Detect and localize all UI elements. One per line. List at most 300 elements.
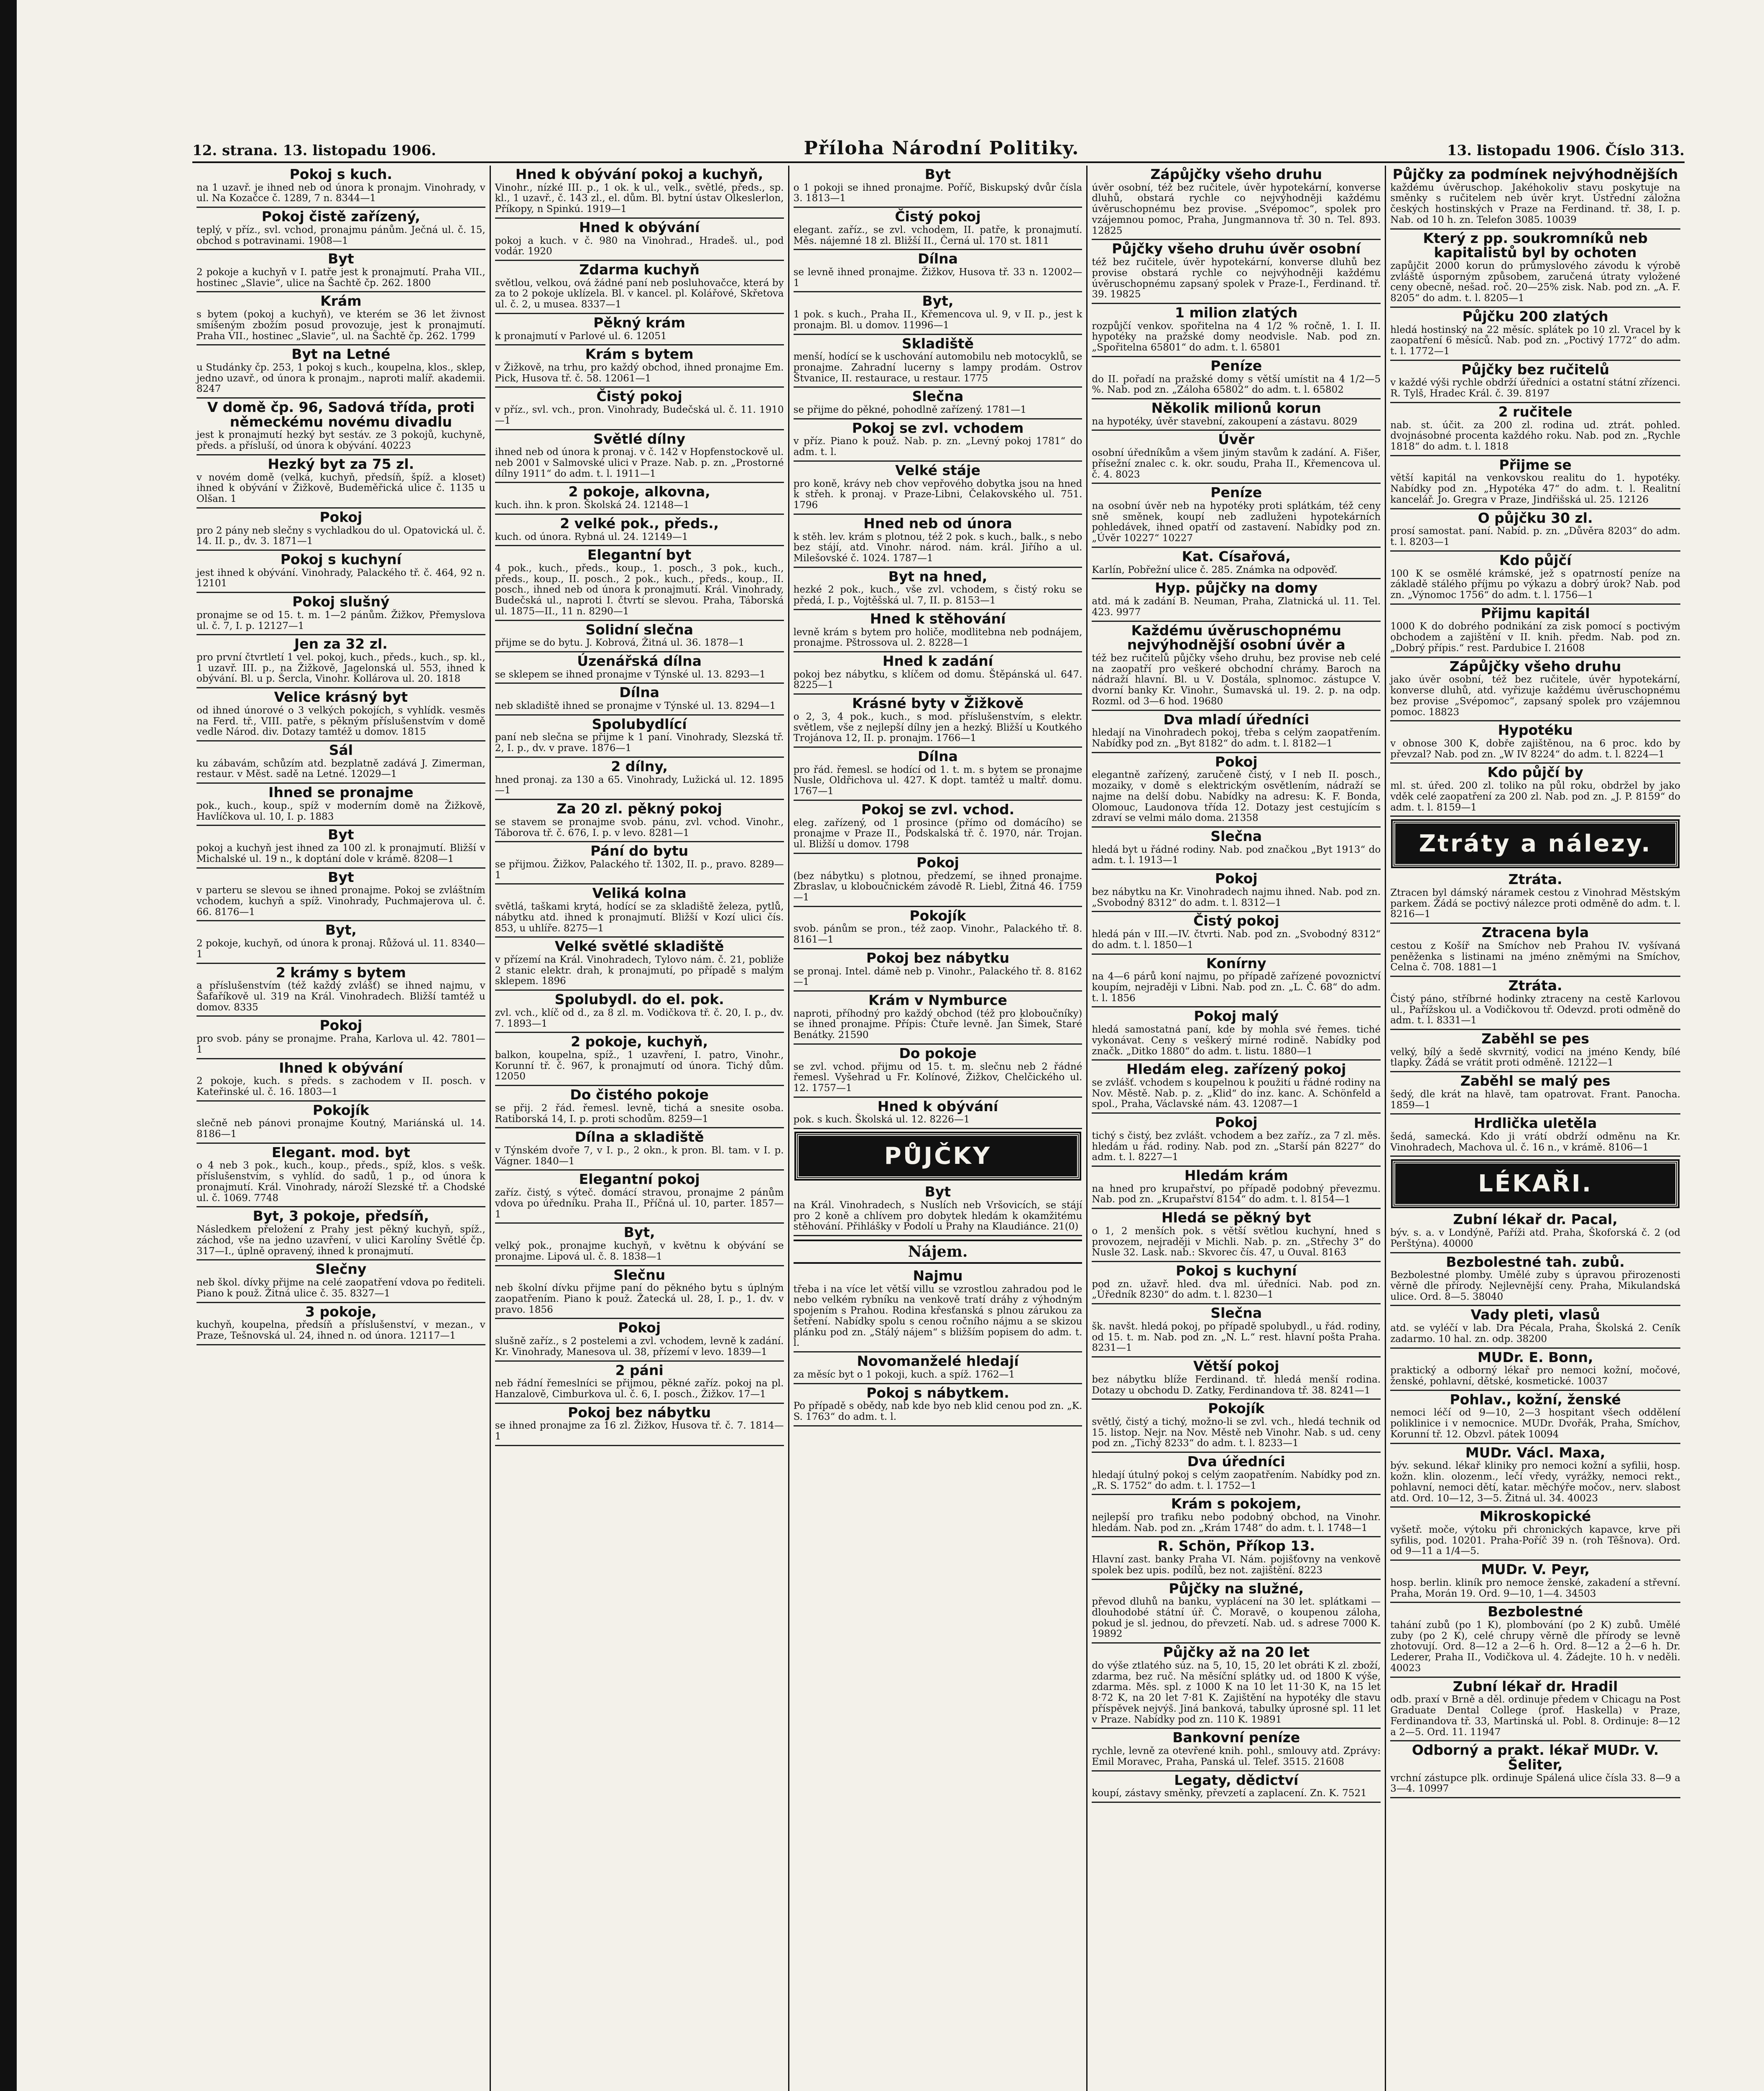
classified-ad	[794, 1384, 1082, 1426]
ad-text: o 1 pokoji se ihned pronajme. Poříč, Biskupský dvůr čísla 3. 1813—1	[793, 182, 1082, 204]
ad-title: Konírny	[1206, 955, 1266, 971]
ad-title: Půjčky až na 20 let	[1163, 1644, 1310, 1661]
ad-title: 3 pokoje,	[305, 1303, 377, 1320]
ad-title: Světlé dílny	[593, 430, 686, 447]
ad-title: Čistý pokoj	[596, 388, 682, 405]
ad-text: v přízemí na Král. Vinohradech, Tylovo nám. č. 21, pobliže 2 stanic elektr. drah, k pronajmutí, po případě s malým sklepem. 1896	[495, 954, 784, 987]
ad-title: Každému úvěruschopnému nejvýhodnější osobní úvěr a	[1127, 622, 1345, 653]
classified-ad	[794, 801, 1082, 854]
ad-text: atd. má k zadání B. Neuman, Praha, Zlatnická ul. 11. Tel. 423. 9977	[1092, 596, 1381, 618]
classified-ad	[794, 462, 1082, 515]
ad-text: v novém domě (velká, kuchyň, předsíň, špíž. a kloset) ihned k obývání v Žižkově, Budeměřická ulice č. 1135 u Olšan. 1	[197, 472, 485, 505]
ad-text: hezké 2 pok., kuch., vše zvl. vchodem, s čistý roku se předá, I. p., Vojtěšská ul. 7, II. p. 8153—1	[793, 584, 1082, 606]
ad-title: Kdo půjčí by	[1487, 764, 1583, 781]
classified-ad	[197, 399, 485, 455]
ad-title: Elegantní pokoj	[579, 1171, 700, 1188]
classified-ad	[794, 292, 1082, 335]
ad-title: Zubní lékař dr. Pacal,	[1453, 1211, 1618, 1228]
ad-text: (bez nábytku) s plotnou, předzemí, se ihned pronajme. Zbraslav, u kloboučnickém závodě R. Liebl, Žitná 46. 1759—1	[793, 870, 1082, 903]
ad-text: úvěr osobní, též bez ručitele, úvěr hypotekární, konverse dluhů, obstará rychle co nejvýhodněji každému úvěruschopnému bez provise. „Svépomoc“, spolek pro vzájemnou pomoc, Praha, Jungmannova tř. 30 n. Tel. 893. 12825	[1092, 182, 1381, 236]
ad-text: hledá pán v III.—IV. čtvrti. Nab. pod zn. „Svobodný 8312“ do adm. t. l. 1850—1	[1092, 929, 1381, 951]
ad-text: hosp. berlin. kliník pro nemoce ženské, zakadení a střevní. Praha, Morán 19. Ord. 9—10, 1—4. 34503	[1390, 1577, 1680, 1599]
ad-title: Pokoj slušný	[292, 593, 390, 610]
classified-ad	[794, 854, 1082, 907]
section-title: Nájem.	[794, 1240, 1082, 1264]
classified-ad	[1092, 240, 1381, 304]
ad-title: Půjčky za podmínek nejvýhodnějších	[1392, 166, 1678, 182]
ad-title: Pokojík	[909, 907, 966, 924]
column-1	[192, 166, 491, 2091]
ad-text: u Studánky čp. 253, 1 pokoj s kuch., koupelna, klos., sklep, jedno uzavř., od února k pronajm., naproti malíř. akademii. 8247	[197, 362, 485, 395]
ad-text: rozpůjčí venkov. spořitelna na 4 1/2 % ročně, 1. I. II. hypotéky na pražské domy neodvisle. Nab. pod zn. „Spořitelna 65801“ do adm. t. l. 65801	[1092, 320, 1381, 353]
classified-ad	[1092, 955, 1381, 1008]
ad-text: bez nábytku na Kr. Vinohradech najmu ihned. Nab. pod zn. „Svobodný 8312“ do adm. t. l. 8312—1	[1092, 886, 1381, 908]
classified-ad	[794, 1098, 1082, 1129]
classified-ad	[197, 455, 485, 509]
ad-text: šedý, dle krát na hlavě, tam opatrovat. Frant. Panocha. 1859—1	[1390, 1089, 1680, 1111]
classified-ad	[1390, 977, 1680, 1030]
ad-text: 4 pok., kuch., předs., koup., 1. posch., 3 pok., kuch., předs., koup., II. posch., 2 pok., kuch., předs., koup., II. posch., ihned neb od února k pronajmutí. Král. Vinohrady, Budečská ul., naproti I. čtvrtí se slevou. Praha, Táborská ul. 1875—II., 11 n. 8290—1	[495, 562, 784, 617]
ad-title: Bezbolestné	[1488, 1603, 1583, 1620]
ad-text: odb. praxí v Brně a děl. ordinuje předem v Chicagu na Post Graduate Dental College (prof. Haskella) v Praze, Ferdinandova tř. 33, Martinská ul. Pobl. 8. Ordinuje: 8—12 a 2—5. Ord. 11. 11947	[1390, 1694, 1680, 1738]
classified-ad	[1092, 484, 1381, 548]
ad-title: Dílna	[918, 748, 958, 765]
ad-title: Pokoj se zvl. vchod.	[861, 801, 1015, 818]
ad-title: Pokoj bez nábytku	[568, 1404, 711, 1421]
ad-title: Odborný a prakt. lékař MUDr. V. Šeliter,	[1412, 1742, 1659, 1773]
ad-title: Pokoj	[1215, 870, 1258, 887]
classified-ad	[495, 219, 784, 261]
classified-ad	[1390, 166, 1680, 230]
classified-ad	[1092, 622, 1381, 711]
ad-text: neb škol. dívky přijme na celé zaopatření vdova po řediteli. Piano k použ. Žitná ulice č. 35. 8327—1	[197, 1277, 485, 1299]
ad-text: hledá samostatná paní, kde by mohla své řemes. tiché vykonávat. Ceny s veškerý mírné rodině. Nabídky pod značk. „Ditko 1880“ do adm. t. listu. 1880—1	[1092, 1024, 1381, 1057]
classified-ad	[495, 1033, 784, 1086]
classified-ad	[197, 635, 485, 688]
classified-ad	[794, 1267, 1082, 1352]
ad-title: Bezbolestné tah. zubů.	[1446, 1253, 1625, 1270]
classified-ad	[495, 1224, 784, 1266]
ad-text: pro první čtvrtletí 1 vel. pokoj, kuch., předs., kuch., sp. kl., 1 uzavř. III. p., na Žižkově, Jagelonská ul. 553, ihned k obývání. Bl. u p. Šercla, Vinohr. Kollárova ul. 20. 1818	[197, 652, 485, 685]
header-right: 13. listopadu 1906. Číslo 313.	[1447, 142, 1685, 159]
classified-ad	[197, 292, 485, 345]
classified-ad	[1390, 1603, 1680, 1677]
classified-ad	[1092, 1167, 1381, 1209]
ad-title: Hned k zadání	[882, 653, 993, 670]
classified-ad	[495, 1128, 784, 1171]
classified-ad	[495, 800, 784, 842]
ad-text: přijme se do bytu. J. Kobrová, Žitná ul. 36. 1878—1	[495, 637, 745, 649]
ad-text: 1000 K do dobrého podnikání za zisk pomocí s poctivým obchodem a zajištění v II. knih. předm. Nab. pod zn. „Dobrý přípis.“ rest. Pardubice I. 21608	[1390, 621, 1680, 654]
classified-ad	[197, 741, 485, 784]
ad-title: Spolubydl. do el. pok.	[554, 991, 724, 1008]
classified-ad	[495, 1086, 784, 1128]
ad-text: elegantně zařízený, zaručeně čistý, v I neb II. posch., mozaiky, v domě s elektrickým osvětlením, nádraží se najme na delší dobu. Nabídky na adresu: K. F. Bonda, Olomouc, Laudonova třída 12. Dotazy jest cestujícím s zdraví se velmi málo doma. 21358	[1092, 769, 1381, 824]
ad-text: větší kapitál na venkovskou realitu do 1. hypotéky. Nabídky pod zn. „Hypotéka 47“ do adm. t. l. Realitní kancelář. Jo. Gregra v Praze, Jindřišská ul. 25. 12126	[1390, 473, 1680, 505]
ad-text: se přij. 2 řád. řemesl. levně, tichá a snesite osoba. Ratiborská 14, I. p. proti schodům. 8259—1	[495, 1102, 784, 1125]
ad-text: na hypotéky, úvěr stavební, zakoupení a zástavu. 8029	[1092, 416, 1358, 427]
ad-text: 2 pokoje, kuchyň, od února k pronaj. Růžová ul. 11. 8340—1	[197, 938, 485, 960]
ad-title: Hned k stěhování	[870, 610, 1006, 627]
classified-ad	[794, 949, 1082, 992]
classified-ad	[495, 515, 784, 546]
ad-title: Pokoj čistě zařízený,	[261, 208, 420, 225]
classified-ad	[794, 1352, 1082, 1384]
ad-text: hledá byt u řádné rodiny. Nab. pod značkou „Byt 1913“ do adm. t. l. 1913—1	[1092, 844, 1381, 866]
ad-text: hledají útulný pokoj s celým zaopatřením. Nabídky pod zn. „R. S. 1752“ do adm. t. l. 1752—1	[1092, 1469, 1381, 1491]
classified-ad	[1092, 166, 1381, 240]
ad-text: se zvlášť. vchodem s koupelnou k použití u řádné rodiny na Nov. Městě. Nab. p. z. „Klid“ do inz. kanc. A. Schönfeld a spol., Praha, Václavské nám. 43. 12087—1	[1092, 1077, 1381, 1110]
ad-text: v obnose 300 K, dobře zajištěnou, na 6 proc. kdo by převzal? Nab. pod zn. „W IV 8224“ do adm. t. l. 8224—1	[1390, 738, 1680, 760]
ad-title: MUDr. Václ. Maxa,	[1465, 1444, 1606, 1461]
column-2	[491, 166, 789, 2091]
ad-text: neb řádní řemeslníci se přijmou, pěkné zaříz. pokoj na pl. Hanzalově, Cimburkova ul. č. 6, I. posch., Žižkov. 17—1	[495, 1378, 784, 1400]
classified-ad	[495, 1171, 784, 1224]
classified-ad	[794, 1183, 1082, 1236]
classified-ad	[495, 388, 784, 430]
ad-text: o 2, 3, 4 pok., kuch., s mod. příslušenstvím, s elektr. světlem, vše z nejlepší dílny jen a hezký. Bližší u Koutkého Trojánova 12, II. p. pronajm. 1766—1	[793, 711, 1082, 744]
ad-text: se přijmou. Žižkov, Palackého tř. 1302, II. p., pravo. 8289—1	[495, 859, 784, 881]
classified-ad	[1390, 658, 1680, 722]
classified-ad	[1390, 1678, 1680, 1742]
ad-text: do II. pořadí na pražské domy s větší umístit na 4 1/2—5 %. Nab. pod zn. „Záloha 65802“ do adm. t. l. 65802	[1092, 373, 1381, 396]
ad-title: Veliká kolna	[592, 885, 687, 902]
ad-title: Byt na Letné	[291, 346, 391, 363]
ad-text: 100 K se osmělé krámské, jež s opatrností peníze na základě stálého příjmu po výkazu a dobrý úrok? Nab. pod zn. „Výnomoc 1756“ do adm. t. l. 1756—1	[1390, 568, 1680, 601]
ad-text: ku zábavám, schůzím atd. bezplatně zadává J. Zimerman, restaur. v Měst. sadě na Letné. 12029—1	[197, 758, 485, 780]
classified-ad	[1390, 1072, 1680, 1115]
classified-ad	[1390, 1030, 1680, 1072]
ad-title: Byt	[328, 251, 354, 267]
ad-text: tahání zubů (po 1 K), plombování (po 2 K) zubů. Umělé zuby (po 2 K), celé chrupy věrně dle přírody se levně zhotovují. Ord. 8—12 a 2—6 h. Ord. 8—12 a 2—6 h. Dr. Lederer, Praha II., Vodičkova ul. 4. Žádejte. 10 h. v neděli. 40023	[1390, 1619, 1680, 1674]
ad-title: Ztráta.	[1508, 977, 1562, 994]
classified-ad	[1092, 753, 1381, 828]
classified-ad	[1390, 361, 1680, 403]
classified-ad	[197, 688, 485, 741]
ad-text: atd. se vyléčí v lab. Dra Pécala, Praha, Školská 2. Ceník zadarmo. 10 hal. zn. odp. 38200	[1390, 1323, 1680, 1345]
classified-ad	[1390, 924, 1680, 977]
ad-title: Půjčky na služné,	[1169, 1580, 1304, 1597]
classified-ad	[1092, 1357, 1381, 1400]
ad-title: Přijme se	[1499, 456, 1572, 473]
ad-title: 2 páni	[615, 1362, 664, 1378]
ad-text: menší, hodící se k uschování automobilu neb motocyklů, se pronajme. Zahradní lucerny s lampy prodám. Ostrov Štvanice, II. restaurace, u restaur. 1775	[793, 351, 1082, 384]
ad-title: Byt,	[922, 293, 954, 309]
ad-title: 1 milion zlatých	[1175, 304, 1298, 321]
ad-text: 2 pokoje, kuch. s předs. s zachodem v II. posch. v Kateřinské ul. č. 16. 1803—1	[197, 1076, 485, 1097]
classified-ad	[794, 610, 1082, 652]
ad-title: Půjčky bez ručitelů	[1461, 361, 1609, 378]
ad-text: Po případě s obědy, nab kde byo neb klid cenou pod zn. „K. S. 1763“ do adm. t. l.	[793, 1401, 1082, 1423]
ad-text: eleg. zařízený, od 1 prosince (přímo od domácího) se pronajme v Praze II., Podskalská tř. č. 1970, nár. Trojan. ul. Bližší u domov. 1798	[793, 817, 1082, 850]
ad-title: Slečna	[1210, 1305, 1262, 1322]
ad-title: Ihned se pronajme	[268, 784, 414, 801]
classified-ad	[1390, 552, 1680, 605]
ad-title: Hned k obývání pokoj a kuchyň,	[515, 166, 763, 182]
ad-title: Zubní lékař dr. Hradil	[1453, 1678, 1618, 1695]
classified-ad	[1390, 1508, 1680, 1561]
ad-text: slušně zaříz., s 2 postelemi a zvl. vchodem, levně k zadání. Kr. Vinohrady, Manesova ul. 38, přízemí v levo. 1839—1	[495, 1336, 784, 1357]
ad-text: ml. st. úřed. 200 zl. toliko na půl roku, obdržel by jako vděk celé zaopatření za 200 zl. Nab. pod zn. „J. P. 8159“ do adm. t. l. 8159—1	[1390, 780, 1680, 813]
ad-text: za měsíc byt o 1 pokoji, kuch. a spíž. 1762—1	[793, 1369, 1015, 1380]
ad-title: Byt,	[623, 1224, 655, 1241]
loans-banner: PŮJČKY	[796, 1133, 1080, 1179]
ad-title: 2 velké pok., předs.,	[560, 515, 719, 532]
column-3	[789, 166, 1088, 2091]
ad-title: Dva mladí úředníci	[1163, 711, 1310, 728]
ad-text: jest ihned k obývání. Vinohrady, Palackého tř. č. 464, 92 n. 12101	[197, 567, 485, 589]
ad-text: koupí, zástavy směnky, převzetí a zaplacení. Zn. K. 7521	[1092, 1788, 1367, 1799]
ad-text: zvl. vch., klíč od d., za 8 zl. m. Vodičkova tř. č. 20, I. p., dv. 7. 1893—1	[495, 1007, 784, 1029]
ad-title: Hezký byt za 75 zl.	[268, 455, 414, 472]
ad-title: Kat. Císařová,	[1182, 548, 1291, 565]
ad-text: jest k pronajmutí hezký byt sestáv. ze 3 pokojů, kuchyně, předs. a přísluší, od února k obývání. 40223	[197, 429, 485, 452]
ad-title: Skladiště	[901, 335, 974, 352]
ad-title: Pokoj	[319, 509, 363, 525]
ad-title: Čistý pokoj	[895, 208, 981, 225]
classified-ad	[197, 869, 485, 922]
ad-title: Byt	[328, 869, 354, 885]
ad-text: též bez ručitelů půjčky všeho druhu, bez provise neb celé na zaopatří pro veškeré obchodní chrámy. Baroch na nádraží hlavní. Bl. u V. Dostála, splnomoc. zástupce V. dvorní banky Kr. Vinohr., Šumavská ul. 19. 2. p. na odp. Rozml. od 3—6 hod. 19680	[1092, 652, 1381, 707]
ad-text: pok., kuch., koup., spíž v moderním domě na Žižkově, Havlíčkova ul. 10, I. p. 1883	[197, 800, 485, 822]
ad-title: Pokoj s kuchyní	[1176, 1263, 1297, 1279]
ad-text: pokoj a kuch. v č. 980 na Vinohrad., Hradeš. ul., pod vodár. 1920	[495, 235, 784, 257]
classified-ad	[1092, 431, 1381, 484]
ad-title: Velké stáje	[895, 462, 980, 478]
ad-text: v každé výši rychle obdrží úředníci a ostatní státní zřízenci. R. Tylš, Hradec Král. č. 39. 8197	[1390, 377, 1680, 399]
classified-ad	[495, 991, 784, 1033]
doctors-banner: LÉKAŘI.	[1393, 1161, 1678, 1207]
classified-ad	[197, 1207, 485, 1260]
header-title: Příloha Národní Politiky.	[804, 138, 1080, 159]
ad-title: 2 ručitele	[1498, 403, 1573, 420]
ad-title: MUDr. V. Peyr,	[1481, 1561, 1590, 1578]
ad-title: Ztráta.	[1508, 871, 1562, 888]
ad-title: Pokoj	[1215, 1114, 1258, 1131]
classified-ad	[495, 483, 784, 514]
ad-title: Hledá se pěkný byt	[1162, 1209, 1311, 1226]
ad-text: tichý s čistý, bez zvlášt. vchodem a bez zaříz., za 7 zl. měs. hledám u řád. rodiny. Nab. pod zn. „Starší pán 8227“ do adm. t. l. 8227—1	[1092, 1130, 1381, 1163]
classified-ad	[1390, 1561, 1680, 1603]
ad-text: o 1, 2 menších pok. s větší světlou kuchyní, hned s provozem, nejraději v Michli. Nab. p. zn. „Střechy 3“ do Nusle 32. Lask. nab.: Skvorec čís. 47, u Ouval. 8163	[1092, 1225, 1381, 1258]
ad-title: Pokoj se zvl. vchodem	[852, 419, 1024, 436]
ad-text: k pronajmutí v Parlové ul. 6. 12051	[495, 330, 667, 342]
ad-title: Elegantní byt	[587, 547, 692, 563]
ad-title: Byt	[924, 1184, 951, 1200]
classified-ad	[197, 1102, 485, 1144]
classified-ad	[197, 784, 485, 826]
ad-title: Pokoj bez nábytku	[866, 949, 1010, 966]
ad-title: Pohlav., kožní, ženské	[1450, 1391, 1621, 1408]
ad-title: Legaty, dědictví	[1174, 1771, 1299, 1788]
classified-ad	[1390, 308, 1680, 361]
ad-title: Hned k obývání	[579, 219, 700, 235]
ad-title: Pokoj	[916, 854, 959, 871]
classified-ad	[1092, 828, 1381, 870]
ad-text: Vinohr., nízké III. p., 1 ok. k ul., velk., světlé, předs., sp. kl., 1 uzavř., č. 143 zl., el. dům. Bl. bytní ústav Olkeslerlon, Příkopy, n Spinkú. 1919—1	[495, 182, 784, 215]
classified-ad	[197, 826, 485, 868]
classified-ad	[794, 335, 1082, 388]
ad-text: osobní úředníkům a všem jiným stavům k zadání. A. Fišer, přísežní znalec c. k. okr. soudu, Praha II., Křemencova ul. č. 4. 8023	[1092, 447, 1381, 480]
ad-text: nab. st. účit. za 200 zl. rodina ud. ztrát. pohled. dvojnásobné procenta každého roku. Nab. pod zn. „Rychle 1818“ do adm. t. l. 1818	[1390, 419, 1680, 452]
classified-ad	[197, 551, 485, 593]
classified-ad	[794, 568, 1082, 610]
ad-title: Byt na hned,	[888, 568, 988, 585]
classified-ad	[1092, 399, 1381, 431]
ad-text: paní neb slečna se přijme k 1 paní. Vinohrady, Slezská tř. 2, I. p., dv. v prave. 1876—1	[495, 732, 784, 754]
ad-title: Pokojík	[312, 1102, 369, 1118]
ad-text: teplý, v příz., svl. vchod, pronajmu pánům. Ječná ul. č. 15, obchod s potravinami. 1908—1	[197, 224, 485, 246]
ad-title: Dílna	[619, 684, 660, 701]
ad-text: v příz., svl. vch., pron. Vinohrady, Budečská ul. č. 11. 1910—1	[495, 404, 784, 426]
ad-text: pro řád. řemesl. se hodící od 1. t. m. s bytem se pronajme Nusle, Oldřichova ul. 427. K dopt. tamtéž u maltř. domu. 1767—1	[793, 764, 1082, 797]
ad-title: Novomanželé hledají	[857, 1353, 1019, 1370]
ad-title: Pokoj s kuchyní	[280, 551, 402, 568]
classified-ad	[197, 1260, 485, 1303]
ad-text: vyšetř. moče, výtoku při chronických kapavce, krve při syfilis, pod. 10201. Praha-Poříč 39 n. (roh Těšnova). Ord. od 9—11 a 1/4—5.	[1390, 1524, 1680, 1557]
classified-ad	[794, 992, 1082, 1045]
classified-ad	[197, 250, 485, 292]
ad-text: třeba i na více let větší villu se vzrostlou zahradou pod le nebo velkém rybníku na venkově tratí dráhy z výhodným spojením s Prahou. Rodina křesťanská s plnou zárukou za šetření. Nabídky spolu s cenou ročního nájmu a se skizou plánku pod zn. „Stálý nájem“ s bližším popisem do adm. t. l.	[793, 1283, 1082, 1349]
classified-ad	[495, 166, 784, 219]
ad-text: býv. s. a. v Londýně, Paříži atd. Praha, Škoforská č. 2 (od Perštýna). 40000	[1390, 1227, 1680, 1249]
ad-title: Který z pp. soukromníků neb kapitalistů byl by ochoten	[1423, 230, 1648, 261]
ad-text: neb skladiště ihned se pronajme v Týnské ul. 13. 8294—1	[495, 700, 776, 712]
ad-text: jako úvěr osobní, též bez ručitele, úvěr hypotekární, konverse dluhů, atd. vyřizuje každému úvěruschopnému bez provise „Svépomoc“, zapsaný spolek pro vzájemnou pomoc. 18823	[1390, 674, 1680, 718]
ad-text: se levně ihned pronajme. Žižkov, Husova tř. 33 n. 12002—1	[793, 266, 1082, 289]
classified-ad	[197, 509, 485, 551]
classified-ad	[1092, 711, 1381, 753]
ad-text: nejlepší pro trafiku nebo podobný obchod, na Vinohr. hledám. Nab. pod zn. „Krám 1748“ do adm. t. l. 1748—1	[1092, 1511, 1381, 1534]
ad-text: pro 2 pány neb slečny s vychladkou do ul. Opatovická ul. č. 14. II. p., dv. 3. 1871—1	[197, 525, 485, 547]
ad-title: Byt,	[325, 922, 357, 938]
ad-text: kuch. ihn. k pron. Školská 24. 12148—1	[495, 500, 690, 511]
ad-title: Zaběhl se malý pes	[1460, 1073, 1611, 1089]
ad-text: Bezbolestné plomby. Umělé zuby s úpravou přirozenosti věrně dle přírody. Nejlevnější ceny. Praha, Mikulandská ulice. Ord. 8—5. 38040	[1390, 1270, 1680, 1302]
ad-title: 2 pokoje, kuchyň,	[571, 1033, 708, 1050]
classified-ad	[1390, 721, 1680, 764]
ad-text: do výše ztlatého súz. na 5, 10, 15, 20 let obráti K zl. zboží, zdarma, bez ruč. Na měsíční splátky ud. od 1800 K výše, zdarma. Měs. spl. z 1000 K na 10 let 11·30 K, na 15 let 8·72 K, na 20 let 7·81 K. Zajištění na hypotéky dle stavu příspěvek nejvýš. Jiná banková, tabulky úprosné spl. 11 let v Praze. Nabídky pod zn. 110 K. 19891	[1092, 1660, 1381, 1725]
ad-text: šedá, samecká. Kdo ji vrátí obdrží odměnu na Kr. Vinohradech, Machova ul. č. 16 n., v krámě. 8106—1	[1390, 1131, 1680, 1153]
ad-title: Elegant. mod. byt	[271, 1144, 410, 1161]
ad-text: nemoci léčí od 9—10, 2—3 hospitant všech oddělení poliklinice i v nemocnice. MUDr. Dvořák, Praha, Smíchov, Korunní tř. 12. Obzvl. pátek 10094	[1390, 1407, 1680, 1440]
classified-ad	[1092, 1729, 1381, 1771]
ad-title: 2 pokoje, alkovna,	[568, 483, 710, 500]
classified-ad	[1092, 912, 1381, 954]
classified-ad	[794, 652, 1082, 695]
ad-text: bez nábytku blíže Ferdinand. tř. hledá menší rodina. Dotazy u obchodu D. Zatky, Ferdinandova tř. 38. 8241—1	[1092, 1374, 1381, 1396]
ad-text: Čistý páno, stříbrné hodinky ztraceny na cestě Karlovou ul., Pařížskou ul. a Vodičkovou tř. Odevzd. proti odměně do adm. t. l. 8331—1	[1390, 993, 1680, 1026]
classified-ad	[1092, 1007, 1381, 1061]
classified-ad	[1390, 456, 1680, 509]
ad-text: převod dluhů na banku, vyplácení na 30 let. splátkami — dlouhodobé státní úř. Č. Moravě, o koupenou záloha, pokud je sl. jednou, do převzetí. Nab. ud. s adrese 7000 K. 19892	[1092, 1596, 1381, 1640]
ad-title: Pokoj	[618, 1319, 661, 1336]
ad-text: též bez ručitele, úvěr hypotekární, konverse dluhů bez provise obstará rychle co nejvýhodněji každému úvěruschopnému zapsaný spolek v Praze-I., Ferdinand. tř. 39. 19825	[1092, 257, 1381, 300]
classified-ad	[794, 419, 1082, 462]
ad-title: Pokoj malý	[1194, 1008, 1279, 1025]
ad-title: Peníze	[1210, 357, 1262, 374]
ad-text: hledá hostinský na 22 měsíc. splátek po 10 zl. Vracel by k zaopatření 6 měsíců. Nab. pod zn. „Poctivý 1772“ do adm. t. l. 1772—1	[1390, 324, 1680, 357]
ad-text: pronajme se od 15. t. m. 1—2 pánům. Žižkov, Přemyslova ul. č. 7, I. p. 12127—1	[197, 609, 485, 631]
ad-title: Byt	[924, 166, 951, 182]
ad-title: Hyp. půjčky na domy	[1155, 580, 1318, 596]
lost-found-banner: Ztráty a nálezy.	[1393, 821, 1678, 867]
classified-ad	[197, 345, 485, 399]
classified-ad	[495, 1319, 784, 1361]
ad-title: Pokojík	[1208, 1400, 1265, 1417]
ad-title: Pokoj s kuch.	[289, 166, 393, 182]
classified-ad	[495, 546, 784, 621]
classified-ad	[1092, 1400, 1381, 1453]
classified-ad	[1092, 1114, 1381, 1167]
ad-title: V domě čp. 96, Sadová třída, proti německému novému divadlu	[207, 399, 475, 430]
ad-title: Zápůjčky všeho druhu	[1449, 658, 1621, 675]
ad-text: se ihned pronajme za 16 zl. Žižkov, Husova tř. č. 7. 1814—1	[495, 1420, 784, 1442]
classified-ad	[1390, 1391, 1680, 1444]
ad-title: Hrdlička uletěla	[1473, 1115, 1597, 1132]
header-left: 12. strana. 13. listopadu 1906.	[192, 142, 437, 159]
ad-text: prosí samostat. paní. Nabíd. p. zn. „Důvěra 8203“ do adm. t. l. 8203—1	[1390, 526, 1680, 548]
page-header	[192, 138, 1685, 163]
classified-ad	[197, 1144, 485, 1208]
ad-title: Ztracena byla	[1482, 924, 1589, 941]
classified-ad	[197, 208, 485, 250]
classified-ad	[197, 593, 485, 635]
ad-title: Krám	[320, 293, 362, 309]
ad-text: světlý, čistý a tichý, možno-li se zvl. vch., hledá technik od 15. listop. Nejr. na Nov. Městě neb Vinohr. Nab. s ud. ceny pod zn. „Tichý 8233“ do adm. t. l. 8233—1	[1092, 1416, 1381, 1449]
ad-text: každému úvěruschop. Jakéhokoliv stavu poskytuje na směnky s ručitelem neb úvěr kryt. Ústřední záložna českých hostinských v Praze na Ferdinand. tř. 38, I. p. Nab. od 10 h. zn. Telefon 3085. 10039	[1390, 182, 1680, 225]
ad-title: Půjčku 200 zlatých	[1462, 308, 1608, 325]
classified-ad	[1390, 230, 1680, 308]
ad-title: Krám v Nymburce	[868, 992, 1007, 1009]
classified-ad	[794, 695, 1082, 748]
ad-title: Pokoj s nábytkem.	[866, 1384, 1009, 1401]
ad-title: Krám s bytem	[585, 346, 694, 363]
classified-ad	[1390, 1306, 1680, 1348]
classified-ad	[794, 515, 1082, 568]
classified-ad	[1390, 403, 1680, 456]
ad-title: Za 20 zl. pěkný pokoj	[557, 800, 722, 817]
ad-title: Hledám krám	[1184, 1167, 1288, 1184]
classified-ad	[794, 388, 1082, 419]
classified-ad	[794, 1045, 1082, 1098]
ad-text: na 1 uzavř. je ihned neb od února k pronajm. Vinohrady, v ul. Na Kozačce č. 1289, 7 n. 8344—1	[197, 182, 485, 204]
ad-title: Větší pokoj	[1193, 1358, 1279, 1375]
ad-text: pokoj a kuchyň jest ihned za 100 zl. k pronajmutí. Bližší v Michalské ul. 19 n., k doptání dole v krámě. 8208—1	[197, 843, 485, 864]
ad-text: se sklepem se ihned pronajme v Týnské ul. 13. 8293—1	[495, 669, 766, 680]
ad-title: Čistý pokoj	[1193, 913, 1279, 929]
classified-ad	[197, 1017, 485, 1059]
classified-ad	[1092, 1453, 1381, 1495]
classified-ad	[1390, 871, 1680, 924]
ad-title: Slečna	[1210, 828, 1262, 845]
classified-ad	[1092, 1644, 1381, 1729]
ad-title: Jen za 32 zl.	[294, 636, 388, 652]
ad-title: Pání do bytu	[590, 843, 689, 859]
ad-text: kuch. od února. Rybná ul. 24. 12149—1	[495, 531, 688, 542]
classified-columns	[192, 166, 1685, 2091]
classified-ad	[1092, 1771, 1381, 1803]
ad-text: v příz. Piano k použ. Nab. p. zn. „Levný pokoj 1781“ do adm. t. l.	[793, 436, 1082, 458]
classified-ad	[495, 345, 784, 388]
ad-title: Solidní slečna	[585, 621, 694, 638]
classified-ad	[1390, 1115, 1680, 1157]
ad-title: Velké světlé skladiště	[554, 938, 724, 955]
ad-text: levně krám s bytem pro holiče, modlitebna neb podnájem, pronajme. Pštrossova ul. 2. 8228—1	[793, 626, 1082, 649]
ad-title: Krám s pokojem,	[1171, 1495, 1302, 1512]
classified-ad	[197, 1303, 485, 1345]
ad-title: Sál	[329, 742, 353, 759]
